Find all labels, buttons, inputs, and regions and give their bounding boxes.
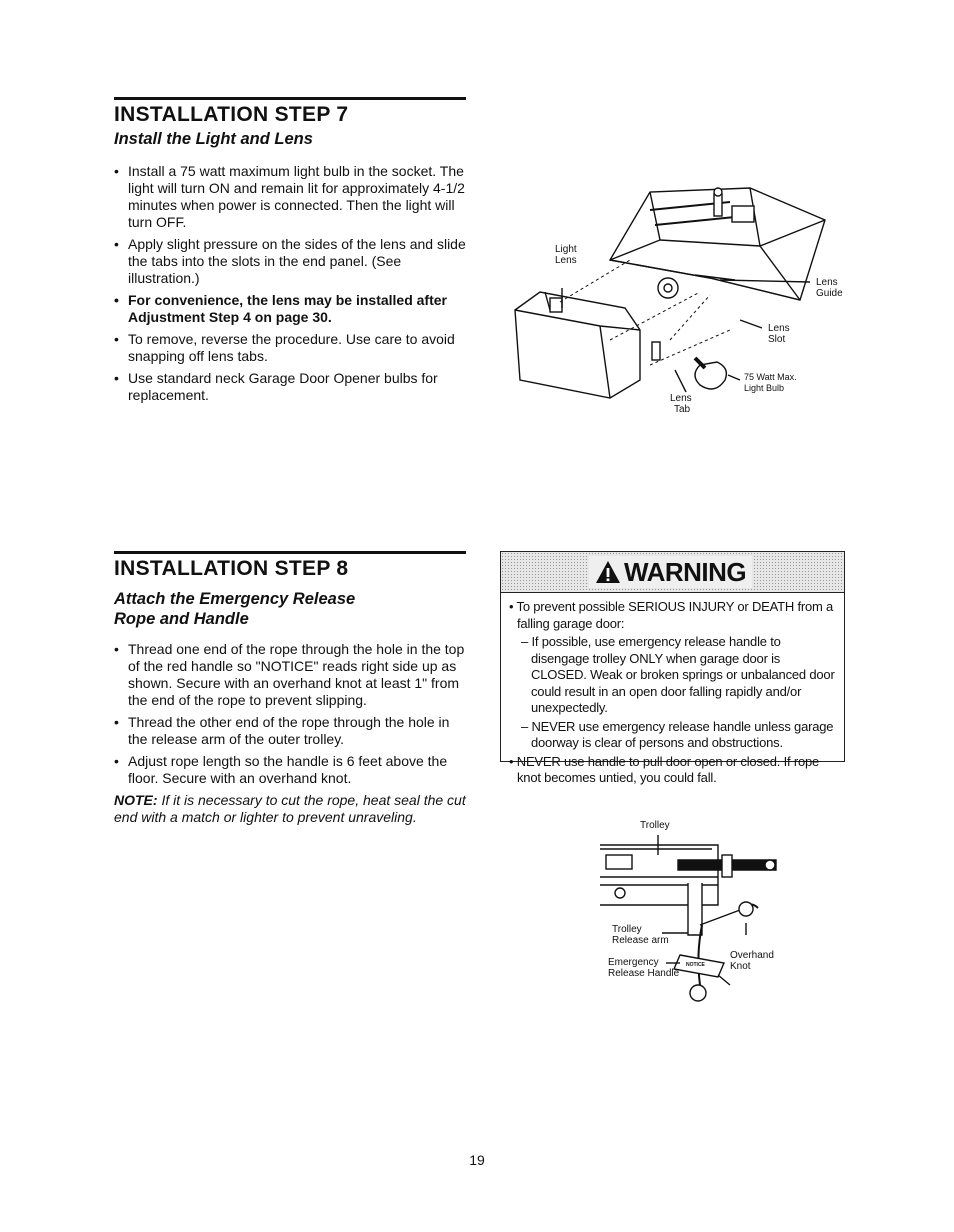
warning-dash-1-text: If possible, use emergency release handle to disengage trolley ONLY when garage door is CLOSED. Weak or broken springs or unbalanced door could result in an open door falling rapidly and/or unexpectedly. — [531, 634, 835, 715]
warning-bullet-1: • To prevent possible SERIOUS INJURY or DEATH from a falling garage door: — [509, 599, 834, 631]
note-text: If it is necessary to cut the rope, heat seal the cut end with a match or lighter to prevent unraveling. — [114, 792, 466, 825]
label-lens-guide-1: Lens — [816, 277, 838, 288]
step8-note — [114, 792, 466, 826]
label-knot-1: Overhand — [730, 950, 774, 961]
step7-section — [114, 97, 466, 409]
opener-lens-illustration — [500, 180, 850, 420]
step8-bullets — [114, 641, 466, 787]
step7-rule — [114, 97, 466, 100]
step8-title: INSTALLATION STEP 8 — [114, 557, 349, 580]
warning-header — [501, 552, 844, 593]
warning-dash-1: – If possible, use emergency release handle to disengage trolley ONLY when garage door is CLOSED. Weak or broken springs or unbalanced door could result in an open door falling rapidly and/or unexpectedly. — [521, 634, 835, 715]
warning-title-group — [589, 556, 752, 588]
trolley-handle-illustration — [600, 815, 800, 1015]
warning-bullet-2: • NEVER use handle to pull door open or closed. If rope knot becomes untied, you could fall. — [509, 753, 820, 785]
label-bulb-1: 75 Watt Max. — [744, 372, 797, 382]
label-lens-slot-1: Lens — [768, 323, 790, 334]
light-lens-figure — [500, 180, 850, 420]
warning-bullet-2-text: NEVER use handle to pull door open or closed. If rope knot becomes untied, you could fall. — [516, 753, 820, 785]
label-lens-tab-1: Lens — [670, 393, 692, 404]
step8-bullet: • Adjust rope length so the handle is 6 feet above the floor. Secure with an overhand knot. — [114, 753, 466, 787]
note-label: NOTE: — [114, 792, 158, 808]
step8-bullet: • Thread the other end of the rope through the hole in the release arm of the outer trolley. — [114, 714, 466, 748]
step7-bullets — [114, 163, 466, 404]
label-handle-2: Release Handle — [608, 968, 680, 979]
warning-triangle-icon — [595, 560, 621, 584]
warning-dash-2: – NEVER use emergency release handle unless garage doorway is clear of persons and obstructions. — [521, 718, 834, 750]
step8-subtitle-line1: Attach the Emergency Release — [114, 590, 356, 608]
step7-bullet: • Apply slight pressure on the sides of the lens and slide the tabs into the slots in the end panel. (See illustration.) — [114, 236, 466, 287]
warning-bullet-1-text: To prevent possible SERIOUS INJURY or DEATH from a falling garage door: — [516, 599, 834, 631]
step7-bullet: • Use standard neck Garage Door Opener bulbs for replacement. — [114, 370, 466, 404]
warning-box — [500, 551, 845, 785]
label-trolley-top: Trolley — [640, 820, 670, 831]
step7-bullet: • To remove, reverse the procedure. Use care to avoid snapping off lens tabs. — [114, 331, 466, 365]
step8-subtitle-line2: Rope and Handle — [114, 610, 249, 628]
label-handle-1: Emergency — [608, 957, 659, 968]
trolley-figure — [600, 815, 800, 1015]
step7-bullet: • Install a 75 watt maximum light bulb in the socket. The light will turn ON and remain lit for approximately 4-1/2 minutes when power is connected. Then the light will turn OFF. — [114, 163, 466, 231]
label-knot-2: Knot — [730, 961, 751, 972]
warning-body — [501, 593, 844, 787]
step8-section — [114, 551, 466, 826]
step7-title: INSTALLATION STEP 7 — [114, 103, 349, 126]
step8-bullet: • Thread one end of the rope through the hole in the top of the red handle so "NOTICE" reads right side up as shown. Secure with an overhand knot at least 1" from the end of the rope to prevent slipping. — [114, 641, 466, 709]
label-trolley-arm-2: Release arm — [612, 935, 669, 946]
step8-rule — [114, 551, 466, 554]
page-number: 19 — [469, 1152, 485, 1168]
label-bulb-2: Light Bulb — [744, 383, 785, 393]
step7-bullet-bold: • For convenience, the lens may be installed after Adjustment Step 4 on page 30. — [114, 292, 466, 326]
warning-dash-2-text: NEVER use emergency release handle unless garage doorway is clear of persons and obstructions. — [531, 718, 834, 750]
step7-subtitle: Install the Light and Lens — [114, 130, 313, 148]
label-light: Light — [555, 244, 577, 255]
warning-title: WARNING — [624, 556, 747, 587]
label-trolley-arm-1: Trolley — [612, 924, 642, 935]
label-lens-tab-2: Tab — [674, 404, 691, 415]
label-lens: Lens — [555, 255, 577, 266]
label-lens-guide-2: Guide — [816, 288, 843, 299]
label-lens-slot-2: Slot — [768, 334, 786, 345]
handle-tag: NOTICE — [686, 962, 705, 968]
